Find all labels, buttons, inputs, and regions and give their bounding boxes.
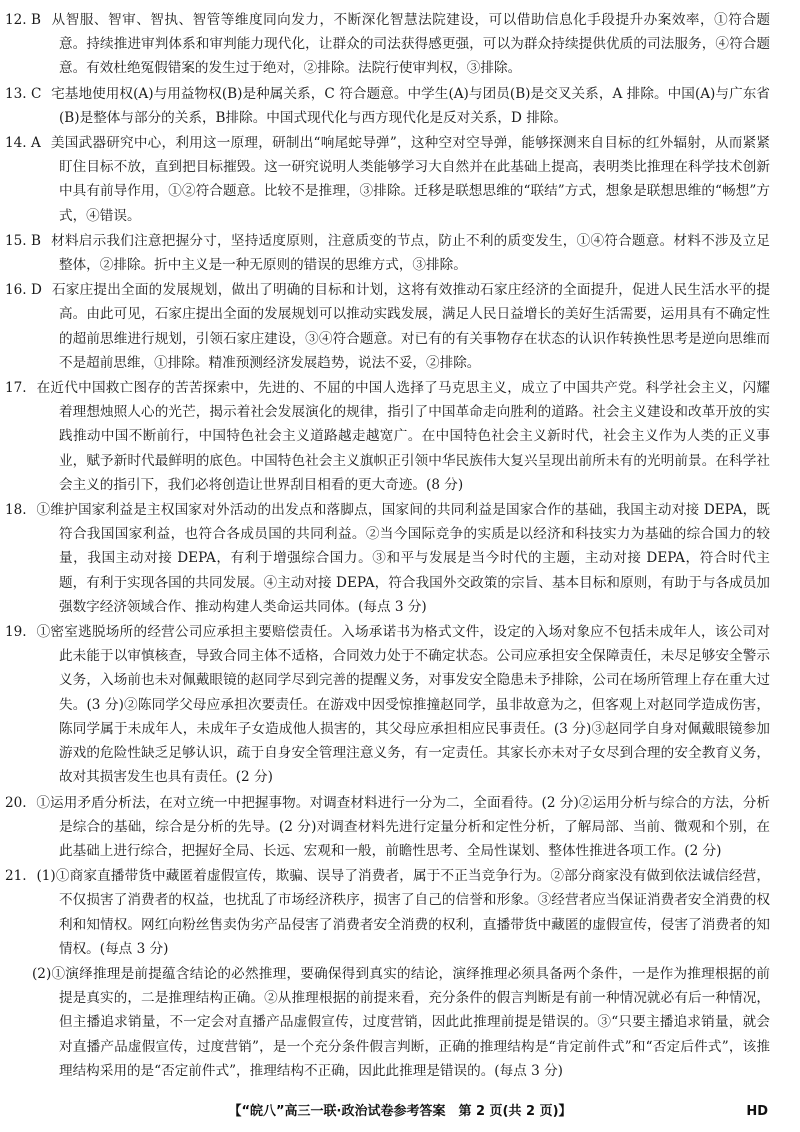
answer-item-14: [5, 131, 770, 228]
answer-item-18: 18. ①维护国家利益是主权国家对外活动的出发点和落脚点，国家间的共同利益是国家合作的基础，我国主动对接 DEPA，既符合我国国家利益，也符合各成员国的共同利益。②当今国际竞争的实质是以经济和科技实力为基础的综合国力的较量，我国主动对接 DEPA，有利于增强综合国力。③和平与发展是当今时代的主题，主动对接 DEPA，符合时代主题，有利于实现各国的共同发展。④主动对接 DEPA，符合我国外交政策的宗旨、基本目标和原则，有助于与各成员加强数字经济领域合作、推动构建人类命运共同体。(每点 3 分): [5, 502, 770, 615]
answer-item-15: [5, 229, 770, 277]
answer-text: ①运用矛盾分析法，在对立统一中把握事物。对调查材料进行一分为二，全面看待。(2 分)②运用分析与综合的方法，分析是综合的基础，综合是分析的先导。(2 分)对调查材料先进行定量分析和定性分析，了解局部、当前、微观和个别，在此基础上进行综合，把握好全局、长远、宏观和一般，前瞻性思考、全局性谋划、整体性推进各项工作。(2 分): [36, 794, 770, 859]
answer-list: [5, 8, 770, 1083]
answer-number: 16. D: [5, 282, 42, 299]
answer-item-17: 17. 在近代中国救亡图存的苦苦探索中，先进的、不屈的中国人选择了马克思主义，成立了中国共产党。科学社会主义，闪耀着理想烛照人心的光芒，揭示着社会发展演化的规律，指引了中国革命走向胜利的道路。社会主义建设和改革开放的实践推动中国不断前行，中国特色社会主义道路越走越宽广。在中国特色社会主义新时代，社会主义作为人类的正义事业，赋予新时代最鲜明的底色。中国特色社会主义旗帜正引领中华民族伟大复兴呈现出前所未有的光明前景。在科学社会主义的指引下，我们必将创造让世界刮目相看的更大奇迹。(8 分): [5, 380, 770, 493]
answer-text: 石家庄提出全面的发展规划，做出了明确的目标和计划，这将有效推动石家庄经济的全面提升，促进人民生活水平的提高。由此可见，石家庄提出全面的发展规划可以推动实践发展，满足人民日益增长的美好生活需要，运用具有不确定性的超前思维进行规划，引领石家庄建设，③④符合题意。对已有的有关事物存在状态的认识作转换性思考是逆向思维而不是超前思维，①排除。精准预测经济发展趋势，说法不妥，②排除。: [51, 282, 770, 371]
answer-text: 在近代中国救亡图存的苦苦探索中，先进的、不屈的中国人选择了马克思主义，成立了中国共产党。科学社会主义，闪耀着理想烛照人心的光芒，揭示着社会发展演化的规律，指引了中国革命走向胜利的道路。社会主义建设和改革开放的实践推动中国不断前行，中国特色社会主义道路越走越宽广。在中国特色社会主义新时代，社会主义作为人类的正义事业，赋予新时代最鲜明的底色。中国特色社会主义旗帜正引领中华民族伟大复兴呈现出前所未有的光明前景。在科学社会主义的指引下，我们必将创造让世界刮目相看的更大奇迹。(8 分): [36, 380, 770, 493]
answer-number: 12. B: [5, 12, 41, 28]
answer-number: 14. A: [5, 135, 41, 152]
footer-code: HD: [746, 1103, 768, 1119]
answer-text: ①维护国家利益是主权国家对外活动的出发点和落脚点，国家间的共同利益是国家合作的基础，我国主动对接 DEPA，既符合我国国家利益，也符合各成员国的共同利益。②当今国际竞争的实质是以经济和科技实力为基础的综合国力的较量，我国主动对接 DEPA，有利于增强综合国力。③和平与发展是当今时代的主题，主动对接 DEPA，符合时代主题，有利于实现各国的共同发展。④主动对接 DEPA，符合我国外交政策的宗旨、基本目标和原则，有助于与各成员加强数字经济领域合作、推动构建人类命运共同体。(每点 3 分): [36, 502, 770, 615]
answer-text: 美国武器研究中心，利用这一原理，研制出“响尾蛇导弹”，这种空对空导弹，能够探测来自目标的红外辐射，从而紧紧盯住目标不放，直到把目标摧毁。这一研究说明人类能够学习大自然并在此基础上提高，表明类比推理在科学技术创新中具有前导作用，①②符合题意。比较不是推理，③排除。迁移是联想思维的“联结”方式，想象是联想思维的“畅想”方式，④错误。: [50, 135, 770, 224]
answer-item-13: [5, 82, 770, 130]
answer-item-21: 21. (1)①商家直播带货中藏匿着虚假宣传，欺骗、误导了消费者，属于不正当竞争行为。②部分商家没有做到依法诚信经营，不仅损害了消费者的权益，也扰乱了市场经济秩序，损害了自己的信誉和形象。③经营者应当保证消费者安全消费的权利和知情权。网红向粉丝售卖伪劣产品侵害了消费者安全消费的权利，直播带货中藏匿的虚假宣传，侵害了消费者的知情权。(每点 3 分): [5, 868, 770, 957]
answer-text: ①密室逃脱场所的经营公司应承担主要赔偿责任。入场承诺书为格式文件，设定的入场对象应不包括未成年人，该公司对此未能于以审慎核查，导致合同主体不适格，合同效力处于不确定状态。公司应承担安全保障责任，未尽足够安全警示义务，入场前也未对佩戴眼镜的赵同学尽到完善的提醒义务，对事发安全隐患未予排除，公司在场所管理上存在重大过失。(3 分)②陈同学父母应承担次要责任。在游戏中因受惊推撞赵同学，虽非故意为之，但客观上对赵同学造成伤害，陈同学属于未成年人，未成年子女造成他人损害的，其父母应承担相应民事责任。(3 分)③赵同学自身对佩戴眼镜参加游戏的危险性缺乏足够认识，疏于自身安全管理注意义务，有一定责任。其家长亦未对子女尽到合理的安全教育义务，故对其损害发生也具有责任。(2 分): [36, 624, 770, 786]
answer-item-16: [5, 278, 770, 375]
answer-number: 13. C: [5, 85, 42, 102]
answer-number: 15. B: [5, 232, 41, 249]
answer-text: 材料启示我们注意把握分寸，坚持适度原则，注意质变的节点，防止不利的质变发生，①④符合题意。材料不涉及立足整体，②排除。折中主义是一种无原则的错误的思维方式，③排除。: [51, 232, 770, 274]
answer-text: 从智服、智审、智执、智管等维度同向发力，不断深化智慧法院建设，可以借助信息化手段提升办案效率，①符合题意。持续推进审判体系和审判能力现代化，让群众的司法获得感更强，可以为群众持续提供优质的司法服务，④符合题意。有效杜绝冤假错案的发生过于绝对，②排除。法院行使审判权，③排除。: [51, 12, 770, 77]
answer-item-21-part-2: (2)①演绎推理是前提蕴含结论的必然推理，要确保得到真实的结论，演绎推理必须具备两个条件，一是作为推理根据的前提是真实的，二是推理结构正确。②从推理根据的前提来看，充分条件的假言判断是有前一种情况就必有后一种情况，但主播追求销量，不一定会对直播产品虚假宣传，过度营销，因此此推理前提是错误的。③“只要主播追求销量，就会对直播产品虚假宣传，过度营销”，是一个充分条件假言判断，正确的推理结构是“肯定前件式”和“否定后件式”，该推理结构采用的是“否定前件式”，推理结构不正确，因此此推理是错误的。(每点 3 分): [32, 965, 770, 1079]
answer-item-19: 19. ①密室逃脱场所的经营公司应承担主要赔偿责任。入场承诺书为格式文件，设定的入场对象应不包括未成年人，该公司对此未能于以审慎核查，导致合同主体不适格，合同效力处于不确定状态。公司应承担安全保障责任，未尽足够安全警示义务，入场前也未对佩戴眼镜的赵同学尽到完善的提醒义务，对事发安全隐患未予排除，公司在场所管理上存在重大过失。(3 分)②陈同学父母应承担次要责任。在游戏中因受惊推撞赵同学，虽非故意为之，但客观上对赵同学造成伤害，陈同学属于未成年人，未成年子女造成他人损害的，其父母应承担相应民事责任。(3 分)③赵同学自身对佩戴眼镜参加游戏的危险性缺乏足够认识，疏于自身安全管理注意义务，有一定责任。其家长亦未对子女尽到合理的安全教育义务，故对其损害发生也具有责任。(2 分): [5, 624, 770, 786]
answer-item-12: [5, 8, 770, 81]
answer-item-20: 20. ①运用矛盾分析法，在对立统一中把握事物。对调查材料进行一分为二，全面看待。(2 分)②运用分析与综合的方法，分析是综合的基础，综合是分析的先导。(2 分)对调查材料先进行定量分析和定性分析，了解局部、当前、微观和个别，在此基础上进行综合，把握好全局、长远、宏观和一般，前瞻性思考、全局性谋划、整体性推进各项工作。(2 分): [5, 794, 770, 859]
answer-text: (1)①商家直播带货中藏匿着虚假宣传，欺骗、误导了消费者，属于不正当竞争行为。②部分商家没有做到依法诚信经营，不仅损害了消费者的权益，也扰乱了市场经济秩序，损害了自己的信誉和形象。③经营者应当保证消费者安全消费的权利和知情权。网红向粉丝售卖伪劣产品侵害了消费者安全消费的权利，直播带货中藏匿的虚假宣传，侵害了消费者的知情权。(每点 3 分): [36, 868, 770, 957]
page-footer: 【“皖八”高三一联·政治试卷参考答案 第 2 页(共 2 页)】: [228, 1103, 572, 1119]
answer-text: 宅基地使用权(A)与用益物权(B)是种属关系，C 符合题意。中学生(A)与团员(B)是交叉关系，A 排除。中国(A)与广东省(B)是整体与部分的关系，B排除。中国式现代化与西方现代化是反对关系，D 排除。: [51, 85, 770, 126]
